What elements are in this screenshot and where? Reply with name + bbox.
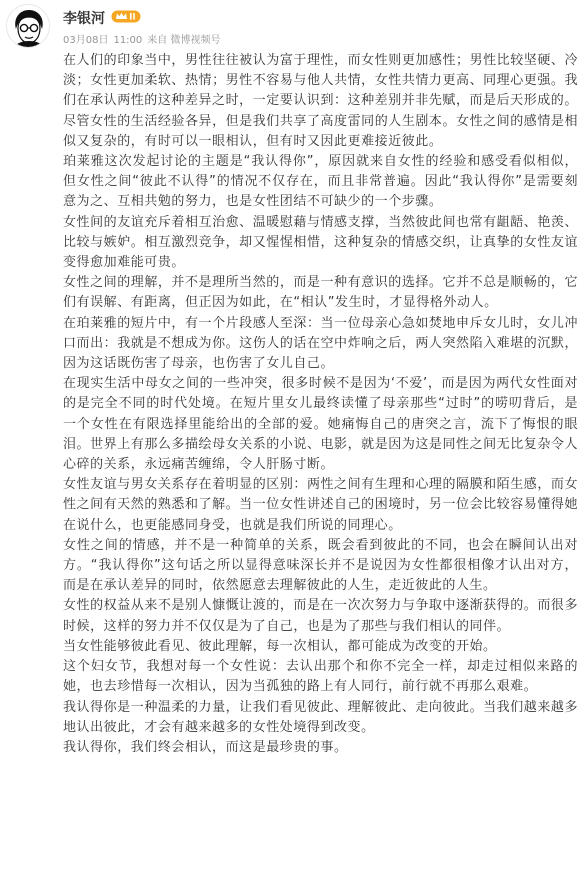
post-source: 来自 微博视频号	[147, 35, 221, 46]
paragraph: 女性的权益从来不是别人慷慨让渡的，而是在一次次努力与争取中逐渐获得的。而很多时候，这样的努力并不仅仅是为了自己，也是为了那些与我们相认的同伴。	[63, 598, 578, 634]
crown-icon	[111, 9, 141, 24]
avatar-portrait-icon	[7, 5, 50, 48]
paragraph: 在人们的印象当中，男性往往被认为富于理性，而女性则更加感性；男性比较坚硬、冷淡；女性更加柔软、热情；男性不容易与他人共情，女性共情力更高、同理心更强。我们在承认两性的这种差异之时，一定要认识到：这种差别并非先赋，而是后天形成的。	[63, 53, 578, 109]
post-header	[0, 0, 585, 46]
author-name[interactable]: 李银河	[63, 11, 105, 27]
post-content	[63, 51, 578, 758]
paragraph: 我认得你，我们终会相认，而这是最珍贵的事。	[63, 739, 348, 755]
post-date[interactable]: 03月08日	[63, 35, 109, 46]
avatar[interactable]	[6, 4, 50, 48]
paragraph: 这个妇女节，我想对每一个女性说：去认出那个和你不完全一样，却走过相似来路的她，也去珍惜每一次相认，因为当孤独的路上有人同行，前行就不再那么艰难。	[63, 659, 578, 695]
post-time[interactable]: 11:00	[113, 35, 143, 46]
paragraph: 女性之间的情感，并不是一种简单的关系，既会看到彼此的不同，也会在瞬间认出对方。“我认得你”这句话之所以显得意味深长并不是说因为女性都很相像才认出对方，而是在承认差异的同时，依然愿意去理解彼此的人生，走近彼此的人生。	[63, 537, 578, 594]
paragraph: 女性间的友谊充斥着相互治愈、温暖慰藉与情感支撑，当然彼此间也常有龃龉、艳羡、比较与嫉妒。相互激烈竞争，却又惺惺相惜，这种复杂的情感交织，让真挚的女性友谊变得愈加难能可贵。	[63, 214, 578, 271]
paragraph: 尽管女性的生活经验各异，但是我们共享了高度雷同的人生剧本。女性之间的感情是相似又复杂的，有时可以一眼相认，但有时又因此更难接近彼此。	[63, 113, 578, 149]
vip-crown-badge-icon[interactable]	[111, 9, 141, 24]
post-meta	[63, 31, 225, 46]
paragraph: 女性友谊与男女关系存在着明显的区别：两性之间有生理和心理的隔膜和陌生感，而女性之间有天然的熟悉和了解。当一位女性讲述自己的困境时，另一位会比较容易懂得她在说什么，也更能感同身受，也就是我们所说的同理心。	[63, 477, 578, 533]
paragraph: 珀莱雅这次发起讨论的主题是“我认得你”，原因就来自女性的经验和感受看似相似，但女性之间“彼此不认得”的情况不仅存在，而且非常普遍。因此“我认得你”是需要刻意为之、互相共勉的努力，也是女性团结不可缺少的一个步骤。	[63, 154, 578, 210]
paragraph: 女性之间的理解，并不是理所当然的，而是一种有意识的选择。它并不总是顺畅的，它们有误解、有距离，但正因为如此，在“相认”发生时，才显得格外动人。	[63, 275, 578, 311]
paragraph: 在现实生活中母女之间的一些冲突，很多时候不是因为‘不爱’，而是因为两代女性面对的是完全不同的时代处境。在短片里女儿最终读懂了母亲那些“过时”的唠叨背后，是一个女性在有限选择里能给出的全部的爱。她痛悔自己的唐突之言，流下了悔恨的眼泪。世界上有那么多描绘母女关系的小说、电影，就是因为这是同性之间无比复杂令人心碎的关系，永远痛苦缠绵，令人肝肠寸断。	[63, 376, 578, 473]
paragraph: 在珀莱雅的短片中，有一个片段感人至深：当一位母亲心急如焚地申斥女儿时，女儿冲口而出：我就是不想成为你。这伤人的话在空中炸响之后，两人突然陷入难堪的沉默，因为这话既伤害了母亲，也伤害了女儿自己。	[63, 315, 578, 372]
paragraph: 当女性能够彼此看见、彼此理解，每一次相认，都可能成为改变的开始。	[63, 638, 497, 654]
paragraph: 我认得你是一种温柔的力量，让我们看见彼此、理解彼此、走向彼此。当我们越来越多地认出彼此，才会有越来越多的女性处境得到改变。	[63, 699, 578, 735]
